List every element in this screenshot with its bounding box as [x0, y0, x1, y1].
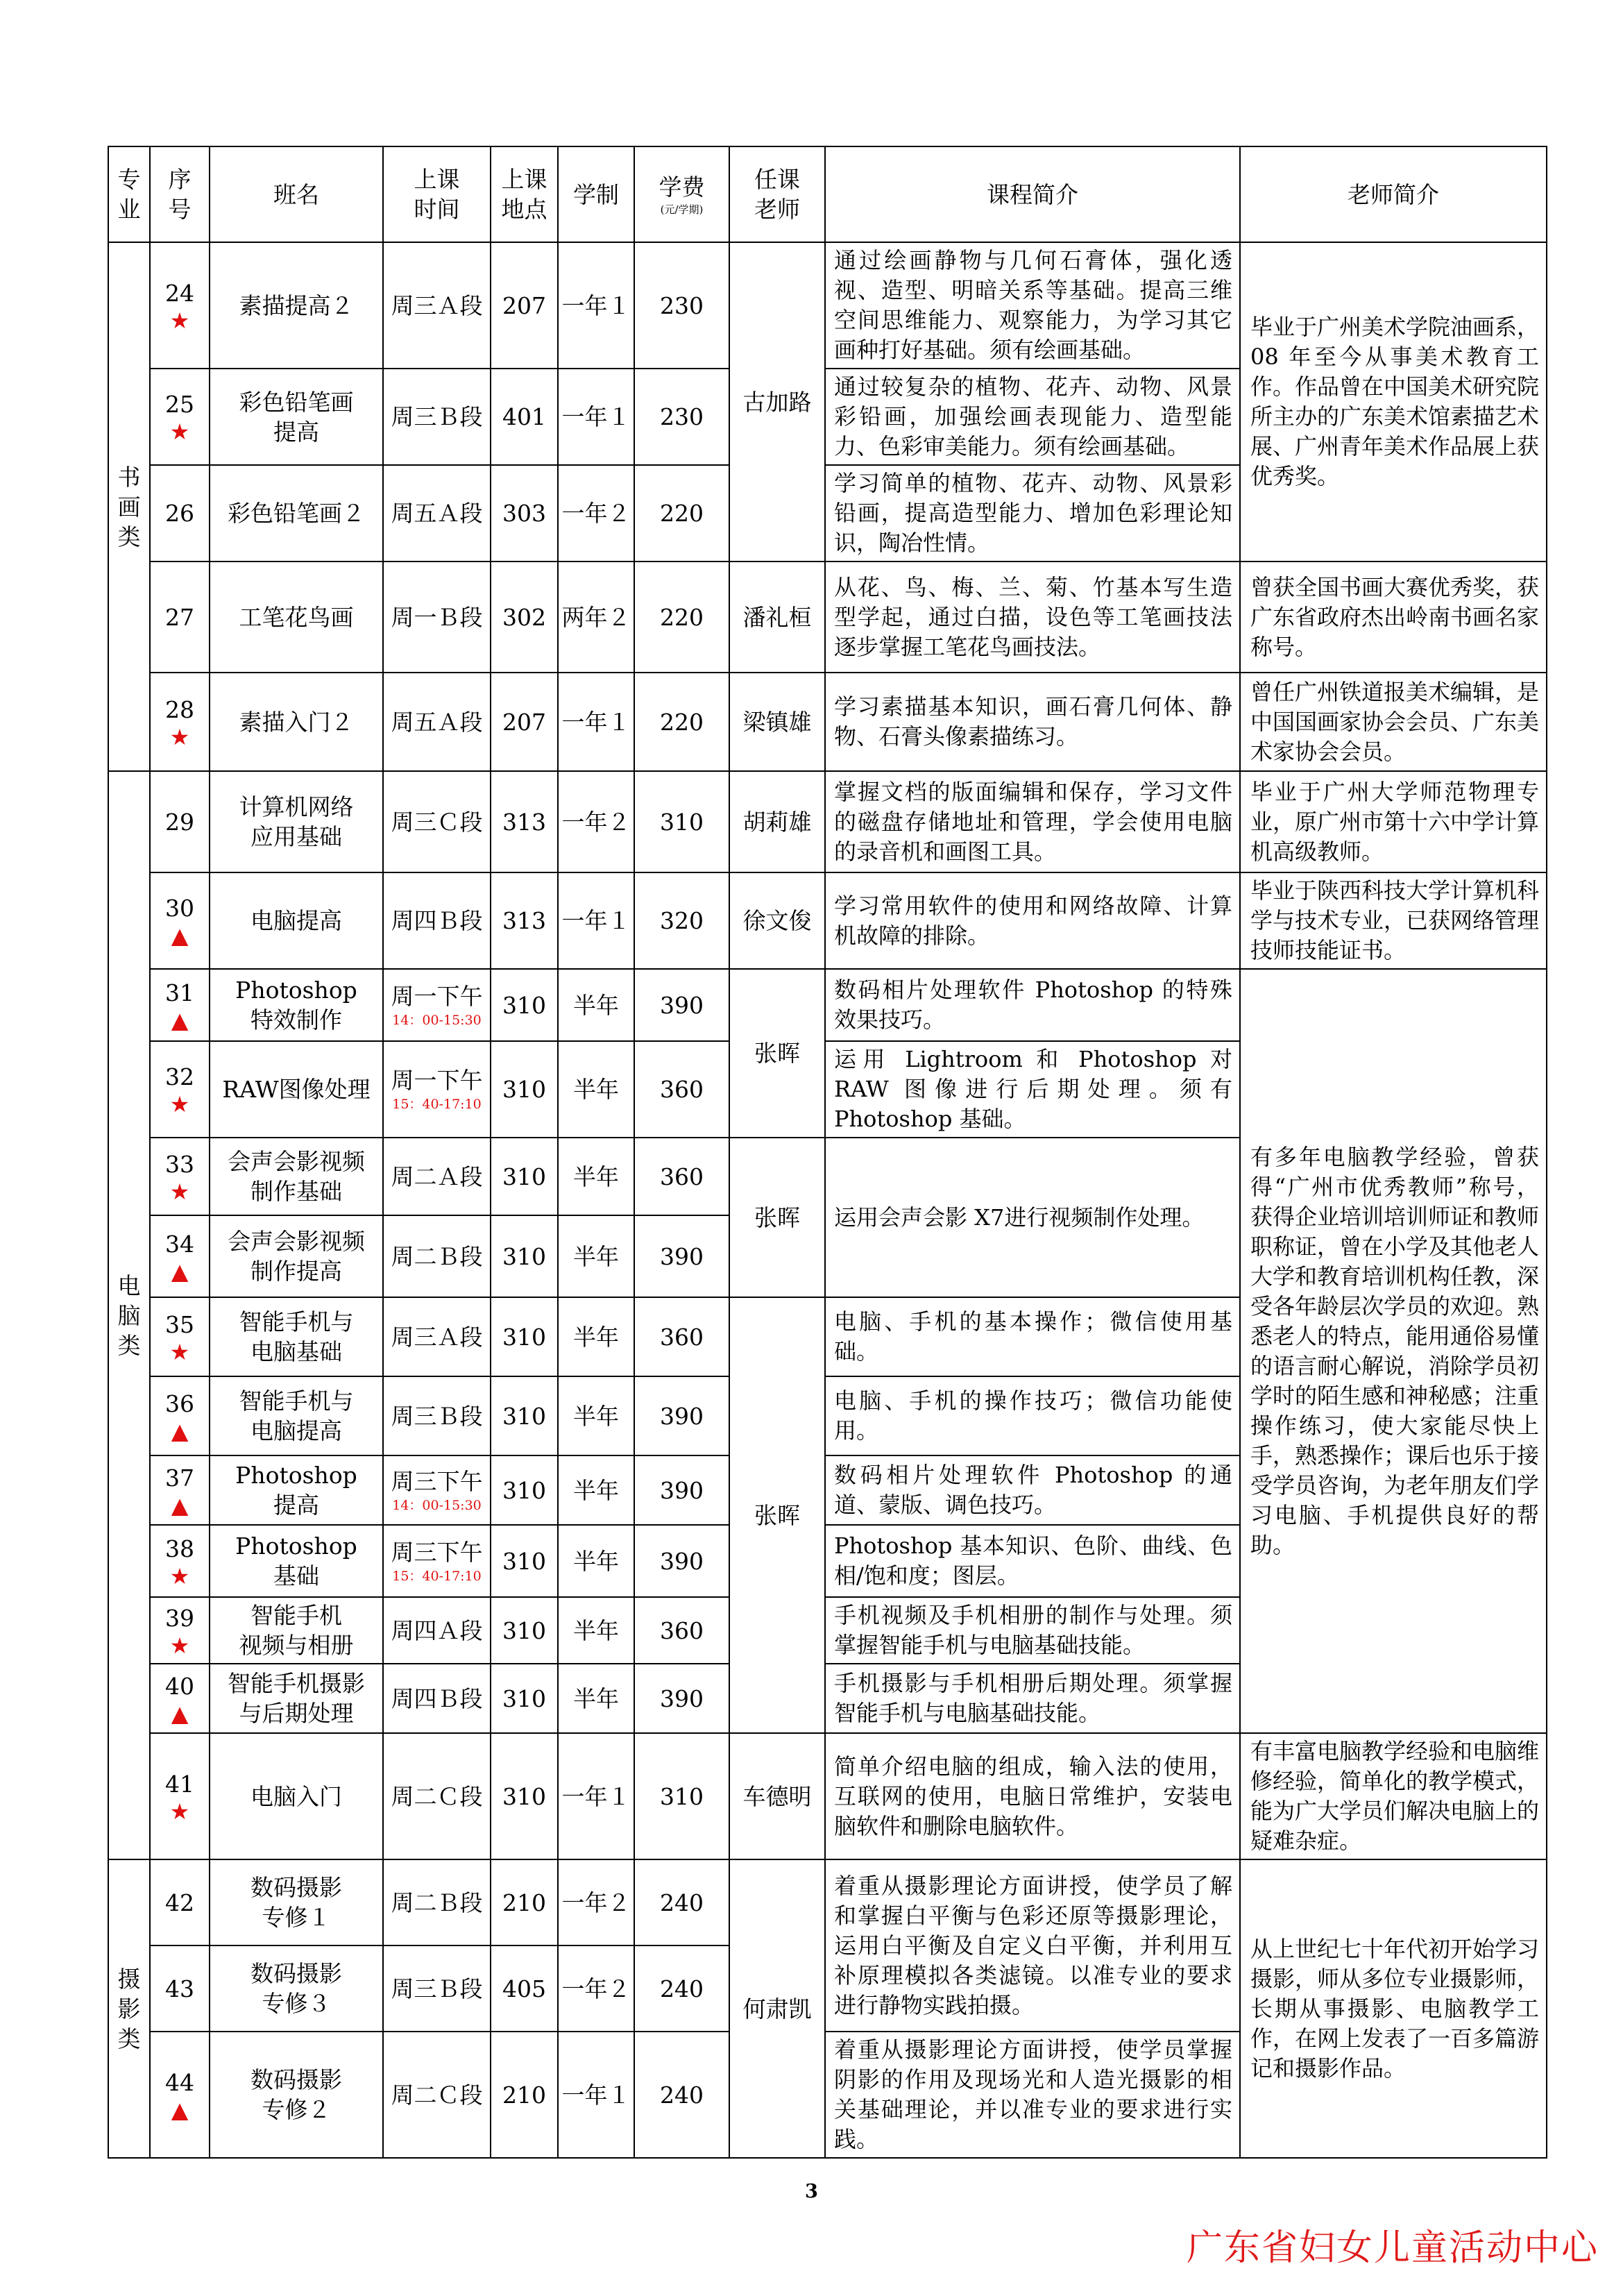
class-name-line: 彩色铅笔画２: [228, 500, 365, 527]
class-place: 310: [491, 1297, 558, 1376]
class-name-line: 制作基础: [250, 1178, 342, 1205]
class-name-line: 智能手机与: [239, 1308, 354, 1335]
class-name-line: 电脑入门: [250, 1782, 342, 1810]
class-time-line: 周四Ｂ段: [391, 907, 483, 934]
class-time: [383, 1215, 491, 1297]
course-desc: 通过较复杂的植物、花卉、动物、风景彩铅画，加强绘画表现能力、造型能力、色彩审美能力。须有绘画基础。: [825, 369, 1240, 465]
seq-number: 26: [165, 500, 194, 527]
table-row: [108, 562, 1547, 673]
table-row: [108, 771, 1547, 872]
teacher-name: 古加路: [729, 242, 825, 562]
class-fee: 360: [634, 1138, 729, 1215]
class-time: [383, 1733, 491, 1859]
class-name-line: Photoshop: [235, 1462, 357, 1489]
course-desc: 手机摄影与手机相册后期处理。须掌握智能手机与电脑基础技能。: [825, 1664, 1240, 1733]
class-place: 303: [491, 465, 558, 562]
seq-number: 24: [165, 279, 194, 307]
star-mark-icon: ★: [169, 307, 190, 334]
class-name-line: RAW图像处理: [222, 1076, 371, 1103]
class-name-line: 专修２: [262, 2096, 331, 2123]
class-place: 207: [491, 242, 558, 369]
class-time: [383, 369, 491, 465]
class-fee: 360: [634, 1041, 729, 1138]
class-place: 310: [491, 1525, 558, 1597]
class-name-line: 计算机网络: [239, 793, 354, 820]
class-name: [210, 1597, 383, 1664]
header-term: 学制: [558, 146, 634, 242]
class-fee: 390: [634, 1215, 729, 1297]
category-art: 书 画 类: [108, 242, 150, 771]
teacher-bio: 毕业于广州美术学院油画系，08 年至今从事美术教育工作。作品曾在中国美术研究院所主办的广东美术馆素描艺术展、广州青年美术作品展上获优秀奖。: [1240, 242, 1547, 562]
course-desc: 学习素描基本知识，画石膏几何体、静物、石膏头像素描练习。: [825, 673, 1240, 771]
class-place: 401: [491, 369, 558, 465]
course-desc: 运用 Lightroom 和 Photoshop 对 RAW 图像进行后期处理。须有 Photoshop 基础。: [825, 1041, 1240, 1138]
seq-cell: [150, 242, 210, 369]
class-time: [383, 1664, 491, 1733]
class-place: 405: [491, 1945, 558, 2032]
class-time-range: 15：40-17:10: [392, 1097, 482, 1112]
class-name-line: 提高: [273, 1492, 319, 1519]
class-name: [210, 465, 383, 562]
class-place: 302: [491, 562, 558, 673]
class-fee: 360: [634, 1297, 729, 1376]
class-time-line: 周四Ａ段: [391, 1617, 483, 1644]
class-name: [210, 1215, 383, 1297]
seq-cell: [150, 1733, 210, 1859]
course-desc: 数码相片处理软件 Photoshop 的特殊效果技巧。: [825, 969, 1240, 1041]
teacher-name: 潘礼桓: [729, 562, 825, 673]
class-term: 半年: [558, 1525, 634, 1597]
header-class-name: 班名: [210, 146, 383, 242]
class-time: [383, 465, 491, 562]
seq-cell: [150, 969, 210, 1041]
teacher-name: 张晖: [729, 1297, 825, 1733]
teacher-bio: 从上世纪七十年代初开始学习摄影，师从多位专业摄影师，长期从事摄影、电脑教学工作，在网上发表了一百多篇游记和摄影作品。: [1240, 1859, 1547, 2158]
class-time-line: 周二Ａ段: [391, 1163, 483, 1190]
class-place: 210: [491, 2032, 558, 2158]
course-desc: 学习常用软件的使用和网络故障、计算机故障的排除。: [825, 872, 1240, 969]
course-desc: 从花、鸟、梅、兰、菊、竹基本写生造型学起，通过白描，设色等工笔画技法逐步掌握工笔花鸟画技法。: [825, 562, 1240, 673]
seq-number: 30: [165, 895, 194, 922]
class-time-line: 周三下午: [391, 1538, 483, 1566]
seq-number: 28: [165, 695, 194, 723]
class-name-line: 专修３: [262, 1990, 331, 2017]
seq-number: 35: [165, 1310, 194, 1338]
star-mark-icon: ★: [169, 1178, 190, 1205]
seq-cell: [150, 1215, 210, 1297]
class-name-line: 会声会影视频: [228, 1148, 365, 1175]
course-desc: 数码相片处理软件 Photoshop 的通道、蒙版、调色技巧。: [825, 1455, 1240, 1525]
seq-cell: [150, 1664, 210, 1733]
class-name: [210, 1376, 383, 1455]
class-place: 310: [491, 969, 558, 1041]
class-term: 一年１: [558, 673, 634, 771]
class-time: [383, 673, 491, 771]
class-time-line: 周四Ｂ段: [391, 1685, 483, 1712]
class-time-line: 周二Ｂ段: [391, 1242, 483, 1270]
class-name: [210, 1041, 383, 1138]
course-desc: 电脑、手机的基本操作；微信使用基础。: [825, 1297, 1240, 1376]
class-time: [383, 1041, 491, 1138]
class-name-line: 制作提高: [250, 1258, 342, 1285]
table-row: [108, 1859, 1547, 1945]
class-fee: 230: [634, 369, 729, 465]
header-time: 上课 时间: [383, 146, 491, 242]
seq-number: 31: [165, 979, 194, 1006]
seq-cell: [150, 1041, 210, 1138]
table-header-row: [108, 146, 1547, 242]
teacher-name: 梁镇雄: [729, 673, 825, 771]
class-term: 一年２: [558, 1945, 634, 2032]
class-fee: 240: [634, 1945, 729, 2032]
class-name-line: 专修１: [262, 1904, 331, 1931]
seq-number: 37: [165, 1464, 194, 1492]
class-term: 半年: [558, 1455, 634, 1525]
teacher-bio: 曾获全国书画大赛优秀奖，获广东省政府杰出岭南书画名家称号。: [1240, 562, 1547, 673]
class-time: [383, 1376, 491, 1455]
category-photo: 摄 影 类: [108, 1859, 150, 2158]
seq-cell: [150, 465, 210, 562]
seq-cell: [150, 1859, 210, 1945]
class-time-line: 周三Ａ段: [391, 1323, 483, 1351]
class-fee: 220: [634, 562, 729, 673]
class-name: [210, 771, 383, 872]
organization-name: 广东省妇女儿童活动中心: [1186, 2227, 1599, 2269]
teacher-name: 胡莉雄: [729, 771, 825, 872]
header-place: 上课 地点: [491, 146, 558, 242]
class-fee: 320: [634, 872, 729, 969]
class-time: [383, 2032, 491, 2158]
class-place: 310: [491, 1376, 558, 1455]
class-place: 313: [491, 771, 558, 872]
course-desc: 手机视频及手机相册的制作与处理。须掌握智能手机与电脑基础技能。: [825, 1597, 1240, 1664]
course-desc: 着重从摄影理论方面讲授，使学员掌握阴影的作用及现场光和人造光摄影的相关基础理论，并以准专业的要求进行实践。: [825, 2032, 1240, 2158]
class-name: [210, 242, 383, 369]
class-fee: 310: [634, 1733, 729, 1859]
class-name-line: 素描提高２: [239, 292, 354, 319]
seq-cell: [150, 1597, 210, 1664]
table-row: [108, 242, 1547, 369]
class-name: [210, 1859, 383, 1945]
star-mark-icon: ★: [169, 1798, 190, 1825]
seq-number: 40: [165, 1672, 194, 1700]
header-category: 专 业: [108, 146, 150, 242]
class-fee: 390: [634, 1664, 729, 1733]
class-time: [383, 1859, 491, 1945]
seq-number: 29: [165, 808, 194, 836]
course-desc: Photoshop 基本知识、色阶、曲线、色相/饱和度；图层。: [825, 1525, 1240, 1597]
class-name: [210, 1455, 383, 1525]
seq-cell: [150, 771, 210, 872]
seq-number: 27: [165, 603, 194, 631]
class-fee: 310: [634, 771, 729, 872]
header-seq: 序 号: [150, 146, 210, 242]
seq-cell: [150, 562, 210, 673]
class-term: 一年２: [558, 771, 634, 872]
class-name-line: 基础: [273, 1562, 319, 1589]
class-place: 210: [491, 1859, 558, 1945]
class-name-line: 素描入门２: [239, 708, 354, 736]
class-name: [210, 2032, 383, 2158]
class-time-line: 周一下午: [391, 982, 483, 1010]
class-place: 310: [491, 1733, 558, 1859]
class-time-line: 周五Ａ段: [391, 708, 483, 736]
triangle-mark-icon: ▲: [171, 1258, 189, 1285]
class-time-range: 15：40-17:10: [392, 1568, 482, 1584]
teacher-bio: 有丰富电脑教学经验和电脑维修经验，简单化的教学模式，能为广大学员们解决电脑上的疑难杂症。: [1240, 1733, 1547, 1859]
class-fee: 390: [634, 1376, 729, 1455]
class-name-line: 数码摄影: [250, 1960, 342, 1987]
class-time-line: 周一Ｂ段: [391, 603, 483, 631]
class-fee: 240: [634, 1859, 729, 1945]
seq-cell: [150, 369, 210, 465]
seq-number: 43: [165, 1975, 194, 2002]
class-place: 310: [491, 1041, 558, 1138]
class-time: [383, 872, 491, 969]
seq-cell: [150, 2032, 210, 2158]
table-row: [108, 969, 1547, 1041]
class-time-line: 周三Ｂ段: [391, 1402, 483, 1430]
class-time: [383, 969, 491, 1041]
seq-cell: [150, 872, 210, 969]
star-mark-icon: ★: [169, 1632, 190, 1659]
class-name: [210, 562, 383, 673]
triangle-mark-icon: ▲: [171, 2096, 189, 2123]
class-name-line: 电脑提高: [250, 907, 342, 934]
class-name: [210, 1525, 383, 1597]
class-term: 半年: [558, 1041, 634, 1138]
triangle-mark-icon: ▲: [171, 922, 189, 949]
class-time-line: 周二Ｂ段: [391, 1889, 483, 1916]
class-term: 半年: [558, 1376, 634, 1455]
class-place: 207: [491, 673, 558, 771]
class-name-line: 会声会影视频: [228, 1228, 365, 1255]
class-name: [210, 1733, 383, 1859]
table-row: [108, 872, 1547, 969]
class-time-line: 周三Ｂ段: [391, 1975, 483, 2002]
triangle-mark-icon: ▲: [171, 1700, 189, 1727]
page-number: 3: [805, 2181, 818, 2202]
class-term: 一年１: [558, 1733, 634, 1859]
class-time: [383, 1297, 491, 1376]
header-teacher: 任课 老师: [729, 146, 825, 242]
class-place: 310: [491, 1455, 558, 1525]
class-fee: 220: [634, 465, 729, 562]
class-name-line: 与后期处理: [239, 1700, 354, 1727]
class-time-range: 14：00-15:30: [392, 1012, 482, 1028]
class-place: 310: [491, 1215, 558, 1297]
seq-number: 32: [165, 1063, 194, 1090]
seq-number: 41: [165, 1770, 194, 1798]
course-desc: 简单介绍电脑的组成，输入法的使用，互联网的使用，电脑日常维护，安装电脑软件和删除电脑软件。: [825, 1733, 1240, 1859]
class-term: 一年２: [558, 465, 634, 562]
class-time: [383, 1945, 491, 2032]
class-name-line: 应用基础: [250, 823, 342, 850]
teacher-bio: 毕业于陕西科技大学计算机科学与技术专业，已获网络管理技师技能证书。: [1240, 872, 1547, 969]
class-name-line: 特效制作: [250, 1006, 342, 1033]
seq-number: 42: [165, 1889, 194, 1916]
class-term: 一年１: [558, 872, 634, 969]
star-mark-icon: ★: [169, 419, 190, 445]
teacher-name: 徐文俊: [729, 872, 825, 969]
triangle-mark-icon: ▲: [171, 1006, 189, 1033]
teacher-name: 车德明: [729, 1733, 825, 1859]
course-desc: 着重从摄影理论方面讲授，使学员了解和掌握白平衡与色彩还原等摄影理论，运用白平衡及自定义白平衡，并利用互补原理模拟各类滤镜。以准专业的要求进行静物实践拍摄。: [825, 1859, 1240, 2032]
seq-number: 44: [165, 2068, 194, 2096]
class-term: 半年: [558, 1597, 634, 1664]
class-time: [383, 242, 491, 369]
class-name: [210, 1138, 383, 1215]
class-time-line: 周二Ｃ段: [391, 1782, 483, 1810]
class-term: 两年２: [558, 562, 634, 673]
class-time-line: 周一下午: [391, 1067, 483, 1094]
class-time-line: 周五Ａ段: [391, 500, 483, 527]
course-table: [108, 146, 1547, 2159]
class-time-line: 周三Ｃ段: [391, 808, 483, 836]
seq-number: 33: [165, 1150, 194, 1178]
class-time: [383, 1597, 491, 1664]
class-term: 一年１: [558, 369, 634, 465]
class-time-range: 14：00-15:30: [392, 1497, 482, 1513]
class-fee: 220: [634, 673, 729, 771]
seq-number: 39: [165, 1604, 194, 1632]
class-name-line: 视频与相册: [239, 1632, 354, 1659]
class-place: 313: [491, 872, 558, 969]
seq-number: 34: [165, 1230, 194, 1258]
class-term: 半年: [558, 1215, 634, 1297]
table-row: [108, 1733, 1547, 1859]
seq-number: 25: [165, 391, 194, 418]
class-fee: 230: [634, 242, 729, 369]
course-desc: 运用会声会影 X7进行视频制作处理。: [825, 1138, 1240, 1297]
class-fee: 390: [634, 1455, 729, 1525]
class-time: [383, 562, 491, 673]
class-time-line: 周二Ｃ段: [391, 2081, 483, 2109]
seq-number: 38: [165, 1535, 194, 1562]
seq-cell: [150, 1945, 210, 2032]
class-term: 半年: [558, 1664, 634, 1733]
class-fee: 360: [634, 1597, 729, 1664]
class-place: 310: [491, 1664, 558, 1733]
seq-number: 36: [165, 1390, 194, 1417]
class-time: [383, 1138, 491, 1215]
class-name-line: 智能手机与: [239, 1387, 354, 1415]
class-fee: 390: [634, 1525, 729, 1597]
star-mark-icon: ★: [169, 1562, 190, 1589]
class-name-line: 电脑提高: [250, 1417, 342, 1444]
class-name: [210, 1664, 383, 1733]
class-term: 一年１: [558, 2032, 634, 2158]
class-name-line: 智能手机: [250, 1602, 342, 1629]
class-term: 半年: [558, 1297, 634, 1376]
class-name: [210, 1297, 383, 1376]
teacher-name: 张晖: [729, 969, 825, 1138]
teacher-name: 张晖: [729, 1138, 825, 1297]
class-time-line: 周三Ｂ段: [391, 403, 483, 430]
header-fee: 学费 (元/学期): [634, 146, 729, 242]
class-term: 半年: [558, 1138, 634, 1215]
class-time: [383, 771, 491, 872]
course-desc: 学习简单的植物、花卉、动物、风景彩铅画，提高造型能力、增加色彩理论知识，陶冶性情。: [825, 465, 1240, 562]
teacher-bio: 有多年电脑教学经验，曾获得“广州市优秀教师”称号，获得企业培训培训师证和教师职称证，曾在小学及其他老人大学和教育培训机构任教，深受各年龄层次学员的欢迎。熟悉老人的特点，能用通俗易懂的语言耐心解说，消除学员初学时的陌生感和神秘感；注重操作练习，使大家能尽快上手，熟悉操作；课后也乐于接受学员咨询，为老年朋友们学习电脑、手机提供良好的帮助。: [1240, 969, 1547, 1733]
header-teacher-bio: 老师简介: [1240, 146, 1547, 242]
class-place: 310: [491, 1597, 558, 1664]
header-course-desc: 课程简介: [825, 146, 1240, 242]
star-mark-icon: ★: [169, 723, 190, 750]
category-computer: 电 脑 类: [108, 771, 150, 1859]
star-mark-icon: ★: [169, 1338, 190, 1365]
class-name-line: 电脑基础: [250, 1338, 342, 1365]
class-name-line: 提高: [273, 418, 319, 446]
triangle-mark-icon: ▲: [171, 1492, 189, 1519]
class-name-line: Photoshop: [235, 1533, 357, 1560]
class-name-line: Photoshop: [235, 977, 357, 1004]
class-place: 310: [491, 1138, 558, 1215]
teacher-bio: 毕业于广州大学师范物理专业，原广州市第十六中学计算机高级教师。: [1240, 771, 1547, 872]
course-desc: 通过绘画静物与几何石膏体，强化透视、造型、明暗关系等基础。提高三维空间思维能力、观察能力，为学习其它画种打好基础。须有绘画基础。: [825, 242, 1240, 369]
class-fee: 390: [634, 969, 729, 1041]
triangle-mark-icon: ▲: [171, 1417, 189, 1444]
seq-cell: [150, 1138, 210, 1215]
class-time-line: 周三下午: [391, 1467, 483, 1495]
seq-cell: [150, 1525, 210, 1597]
class-term: 半年: [558, 969, 634, 1041]
class-time-line: 周三Ａ段: [391, 292, 483, 319]
class-term: 一年１: [558, 242, 634, 369]
class-name-line: 数码摄影: [250, 1874, 342, 1901]
seq-cell: [150, 1297, 210, 1376]
class-term: 一年２: [558, 1859, 634, 1945]
class-name-line: 数码摄影: [250, 2066, 342, 2093]
class-name-line: 智能手机摄影: [228, 1670, 365, 1697]
class-time: [383, 1455, 491, 1525]
class-fee: 240: [634, 2032, 729, 2158]
class-name: [210, 1945, 383, 2032]
table-row: [108, 673, 1547, 771]
class-name: [210, 969, 383, 1041]
class-time: [383, 1525, 491, 1597]
teacher-bio: 曾任广州铁道报美术编辑，是中国国画家协会会员、广东美术家协会会员。: [1240, 673, 1547, 771]
teacher-name: 何肃凯: [729, 1859, 825, 2158]
class-name: [210, 872, 383, 969]
class-name-line: 彩色铅笔画: [239, 388, 354, 416]
class-name: [210, 369, 383, 465]
class-name-line: 工笔花鸟画: [239, 603, 354, 631]
course-desc: 电脑、手机的操作技巧；微信功能使用。: [825, 1376, 1240, 1455]
course-desc: 掌握文档的版面编辑和保存，学习文件的磁盘存储地址和管理，学会使用电脑的录音机和画图工具。: [825, 771, 1240, 872]
star-mark-icon: ★: [169, 1091, 190, 1117]
seq-cell: [150, 1376, 210, 1455]
seq-cell: [150, 1455, 210, 1525]
seq-cell: [150, 673, 210, 771]
class-name: [210, 673, 383, 771]
